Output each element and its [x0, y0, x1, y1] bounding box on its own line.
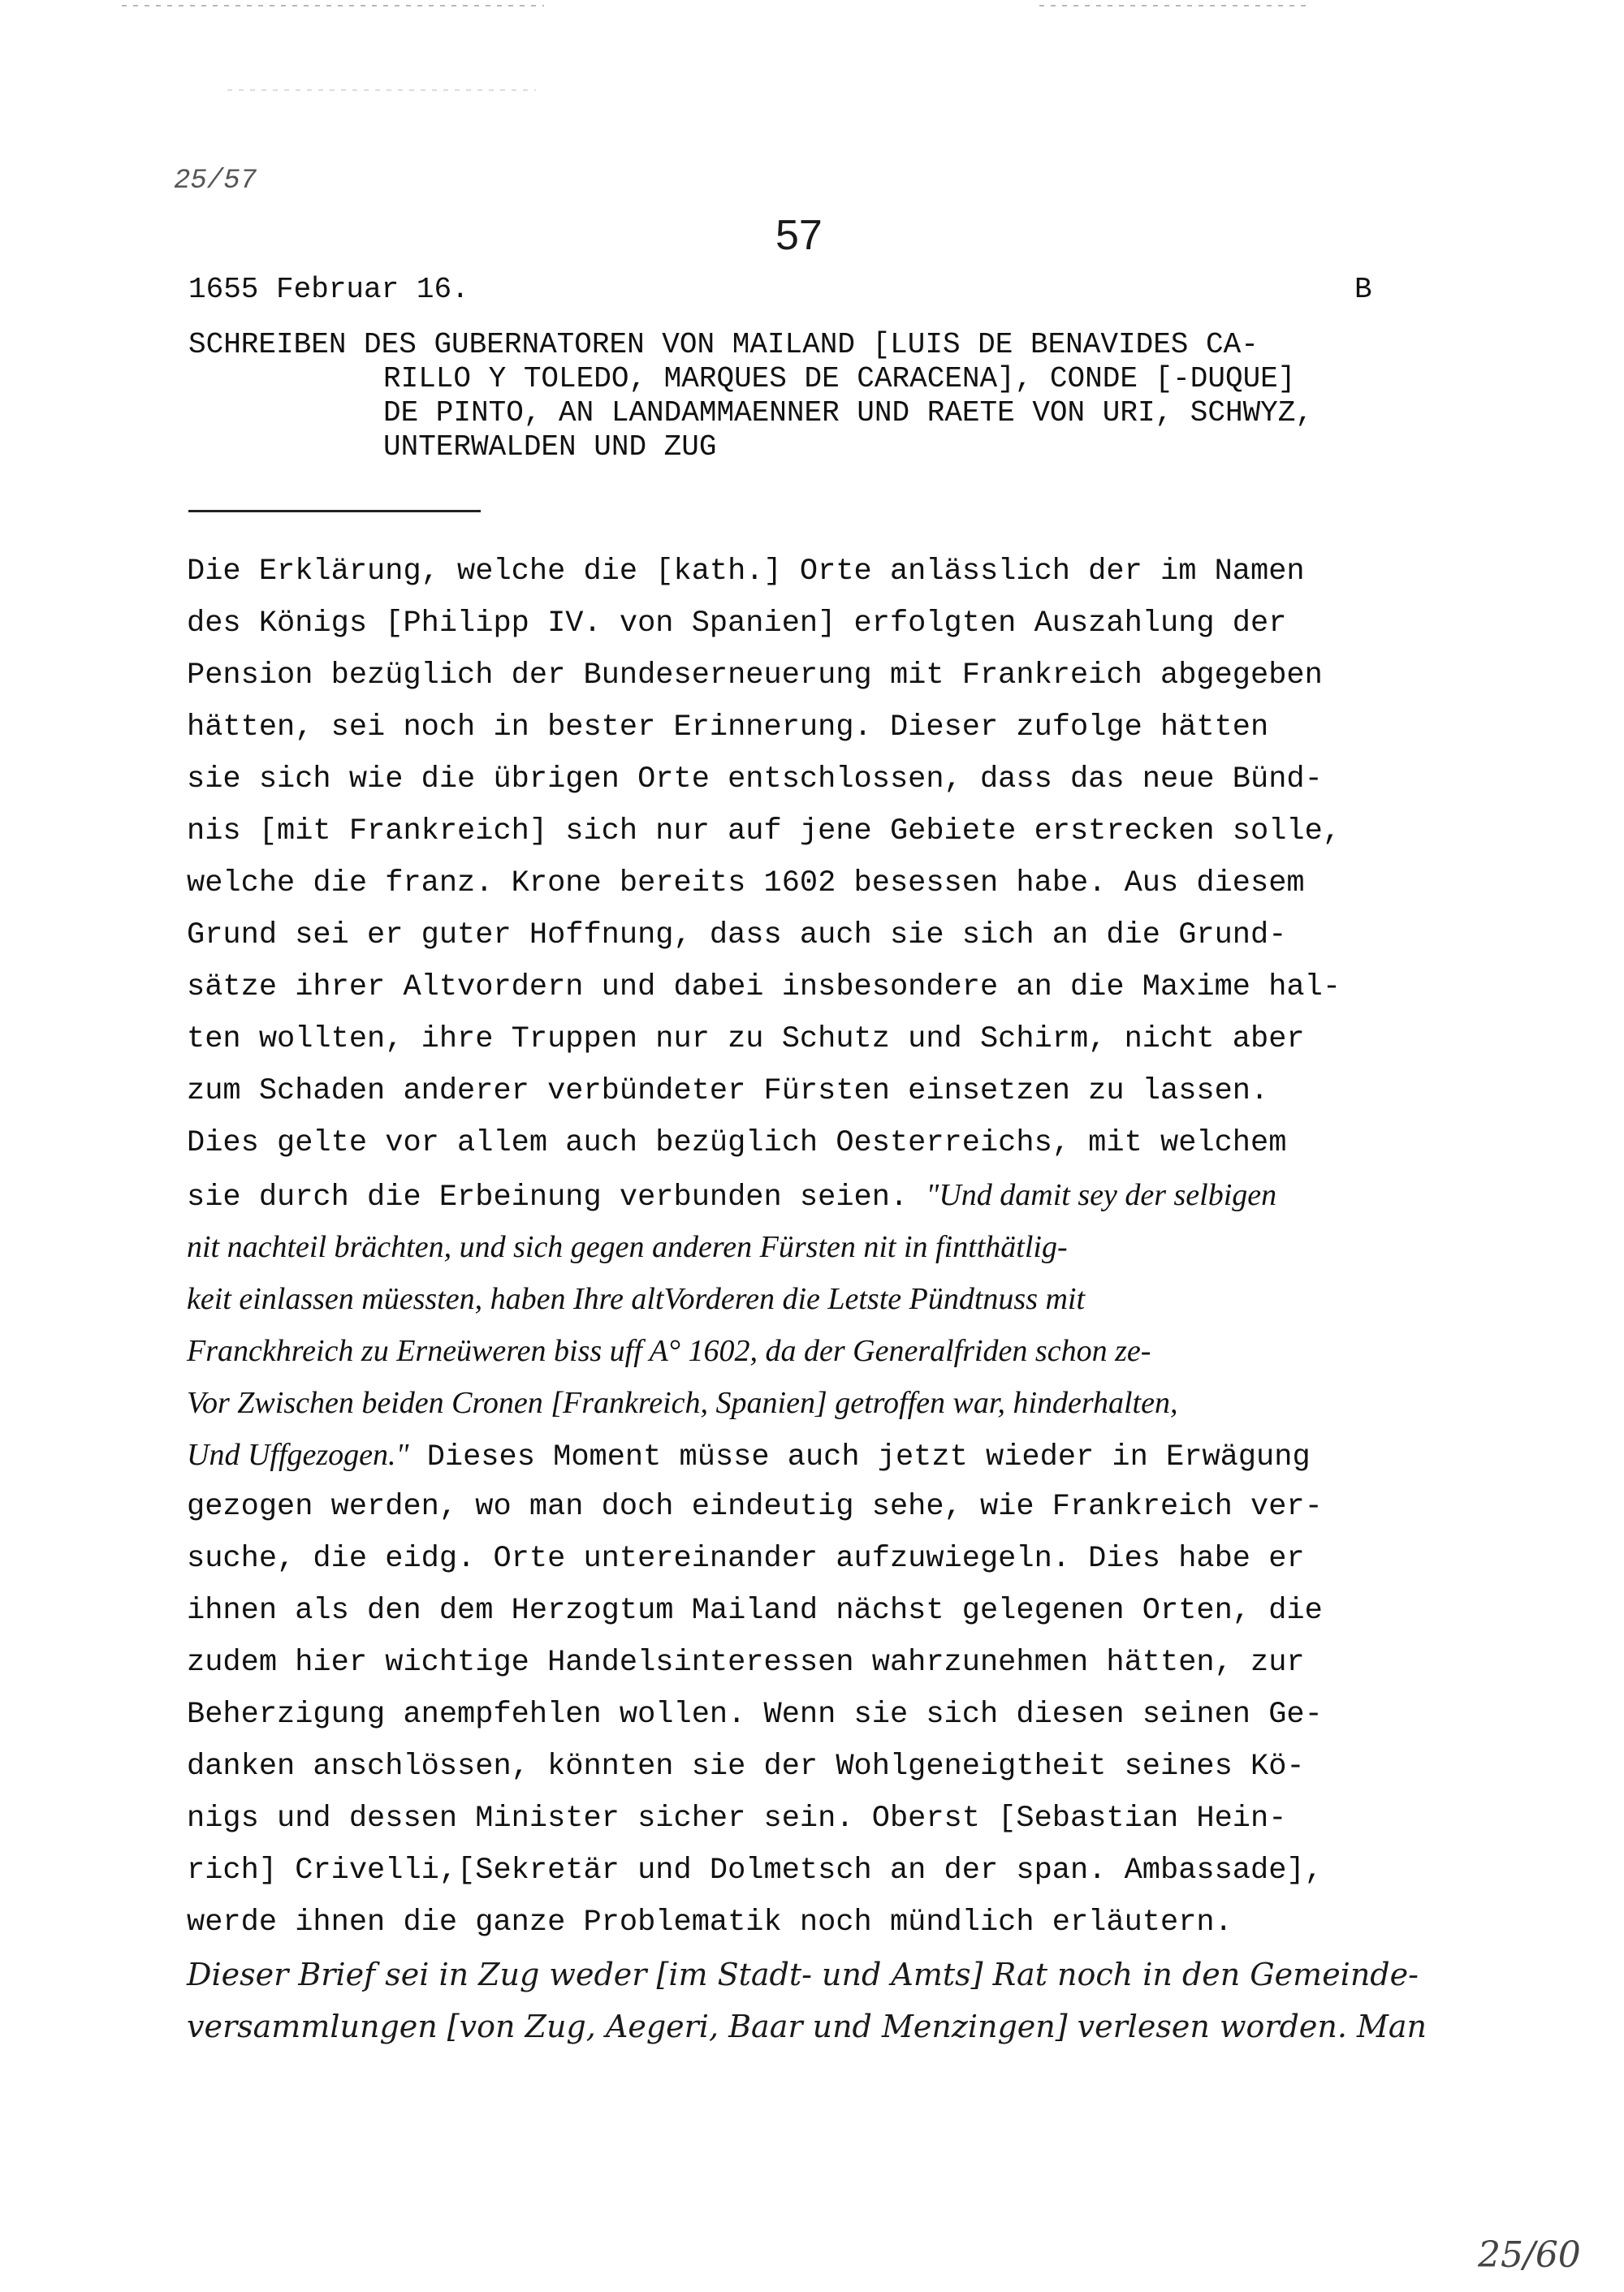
body-line: nis [mit Frankreich] sich nur auf jene Gebiete erstrecken solle, — [187, 814, 1341, 848]
archive-reference: 25/57 — [174, 166, 257, 196]
body-line: des Königs [Philipp IV. von Spanien] erfolgten Auszahlung der — [187, 606, 1287, 641]
body-line: werde ihnen die ganze Problematik noch mündlich erläutern. — [187, 1906, 1233, 1940]
body-line: danken anschlössen, könnten sie der Wohlgeneigtheit seines Kö- — [187, 1750, 1305, 1784]
quote-line: Franckhreich zu Erneüweren biss uff A° 1602, da der Generalfriden schon ze- — [187, 1334, 1151, 1368]
document-category: B — [1354, 273, 1372, 306]
title-line: RILLO Y TOLEDO, MARQUES DE CARACENA], CONDE [-DUQUE] — [383, 362, 1296, 395]
body-line: rich] Crivelli,[Sekretär und Dolmetsch an der span. Ambassade], — [187, 1854, 1323, 1888]
body-line: Dies gelte vor allem auch bezüglich Oesterreichs, mit welchem — [187, 1126, 1287, 1160]
quote-continuation: Dieses Moment müsse auch jetzt wieder in Erwägung — [408, 1440, 1311, 1474]
body-line-with-quote — [187, 1429, 1453, 1481]
document-date: 1655 Februar 16. — [188, 273, 469, 306]
document-title — [188, 328, 1439, 464]
body-line: welche die franz. Krone bereits 1602 besessen habe. Aus diesem — [187, 866, 1305, 900]
scan-noise-top-right — [1039, 5, 1307, 6]
body-line: Die Erklärung, welche die [kath.] Orte anlässlich der im Namen — [187, 555, 1305, 589]
title-line: DE PINTO, AN LANDAMMAENNER UND RAETE VON URI, SCHWYZ, — [383, 396, 1313, 429]
page-mark: 25/60 — [1478, 2234, 1581, 2276]
scan-noise-top — [122, 5, 544, 6]
body-line: sätze ihrer Altvordern und dabei insbesondere an die Maxime hal- — [187, 970, 1341, 1004]
body-line: zum Schaden anderer verbündeter Fürsten einsetzen zu lassen. — [187, 1074, 1269, 1108]
body-line: suche, die eidg. Orte untereinander aufzuwiegeln. Dies habe er — [187, 1542, 1305, 1576]
quote-line: Vor Zwischen beiden Cronen [Frankreich, Spanien] getroffen war, hinderhalten, — [187, 1386, 1178, 1420]
quote-line: nit nachteil brächten, und sich gegen anderen Fürsten nit in fintthätlig- — [187, 1230, 1068, 1264]
title-line: UNTERWALDEN UND ZUG — [383, 430, 717, 464]
body-line: ihnen als den dem Herzogtum Mailand nächst gelegenen Orten, die — [187, 1594, 1323, 1628]
quote-text: "Und damit sey der selbigen — [926, 1178, 1277, 1212]
body-line: Grund sei er guter Hoffnung, dass auch sie sich an die Grund- — [187, 918, 1287, 952]
handwritten-line: versammlungen [von Zug, Aegeri, Baar und Menzingen] verlesen worden. Man — [187, 2009, 1427, 2044]
body-line: Pension bezüglich der Bundeserneuerung mit Frankreich abgegeben — [187, 658, 1323, 693]
summary-body — [187, 546, 1453, 2052]
body-line: zudem hier wichtige Handelsinteressen wahrzunehmen hätten, zur — [187, 1646, 1305, 1680]
body-line: nigs und dessen Minister sicher sein. Oberst [Sebastian Hein- — [187, 1802, 1287, 1836]
body-line: gezogen werden, wo man doch eindeutig sehe, wie Frankreich ver- — [187, 1490, 1323, 1524]
handwritten-line: Dieser Brief sei in Zug weder [im Stadt- und Amts] Rat noch in den Gemeinde- — [187, 1957, 1419, 1992]
title-line: SCHREIBEN DES GUBERNATOREN VON MAILAND [LUIS DE BENAVIDES CA- — [188, 328, 1259, 361]
scan-noise-faint — [227, 89, 536, 91]
title-separator — [188, 510, 481, 512]
quote-end: Und Uffgezogen." — [187, 1438, 409, 1472]
quote-intro: sie durch die Erbeinung verbunden seien. — [187, 1181, 926, 1215]
quote-line: keit einlassen müessten, haben Ihre altVorderen die Letste Pündtnuss mit — [187, 1282, 1086, 1316]
body-line: Beherzigung anempfehlen wollen. Wenn sie sich diesen seinen Ge- — [187, 1698, 1323, 1732]
body-line: ten wollten, ihre Truppen nur zu Schutz und Schirm, nicht aber — [187, 1022, 1305, 1056]
body-line-with-quote — [187, 1169, 1453, 1221]
body-line: sie sich wie die übrigen Orte entschlossen, dass das neue Bünd- — [187, 762, 1323, 796]
body-line: hätten, sei noch in bester Erinnerung. Dieser zufolge hätten — [187, 710, 1269, 745]
document-number: 57 — [775, 212, 823, 259]
